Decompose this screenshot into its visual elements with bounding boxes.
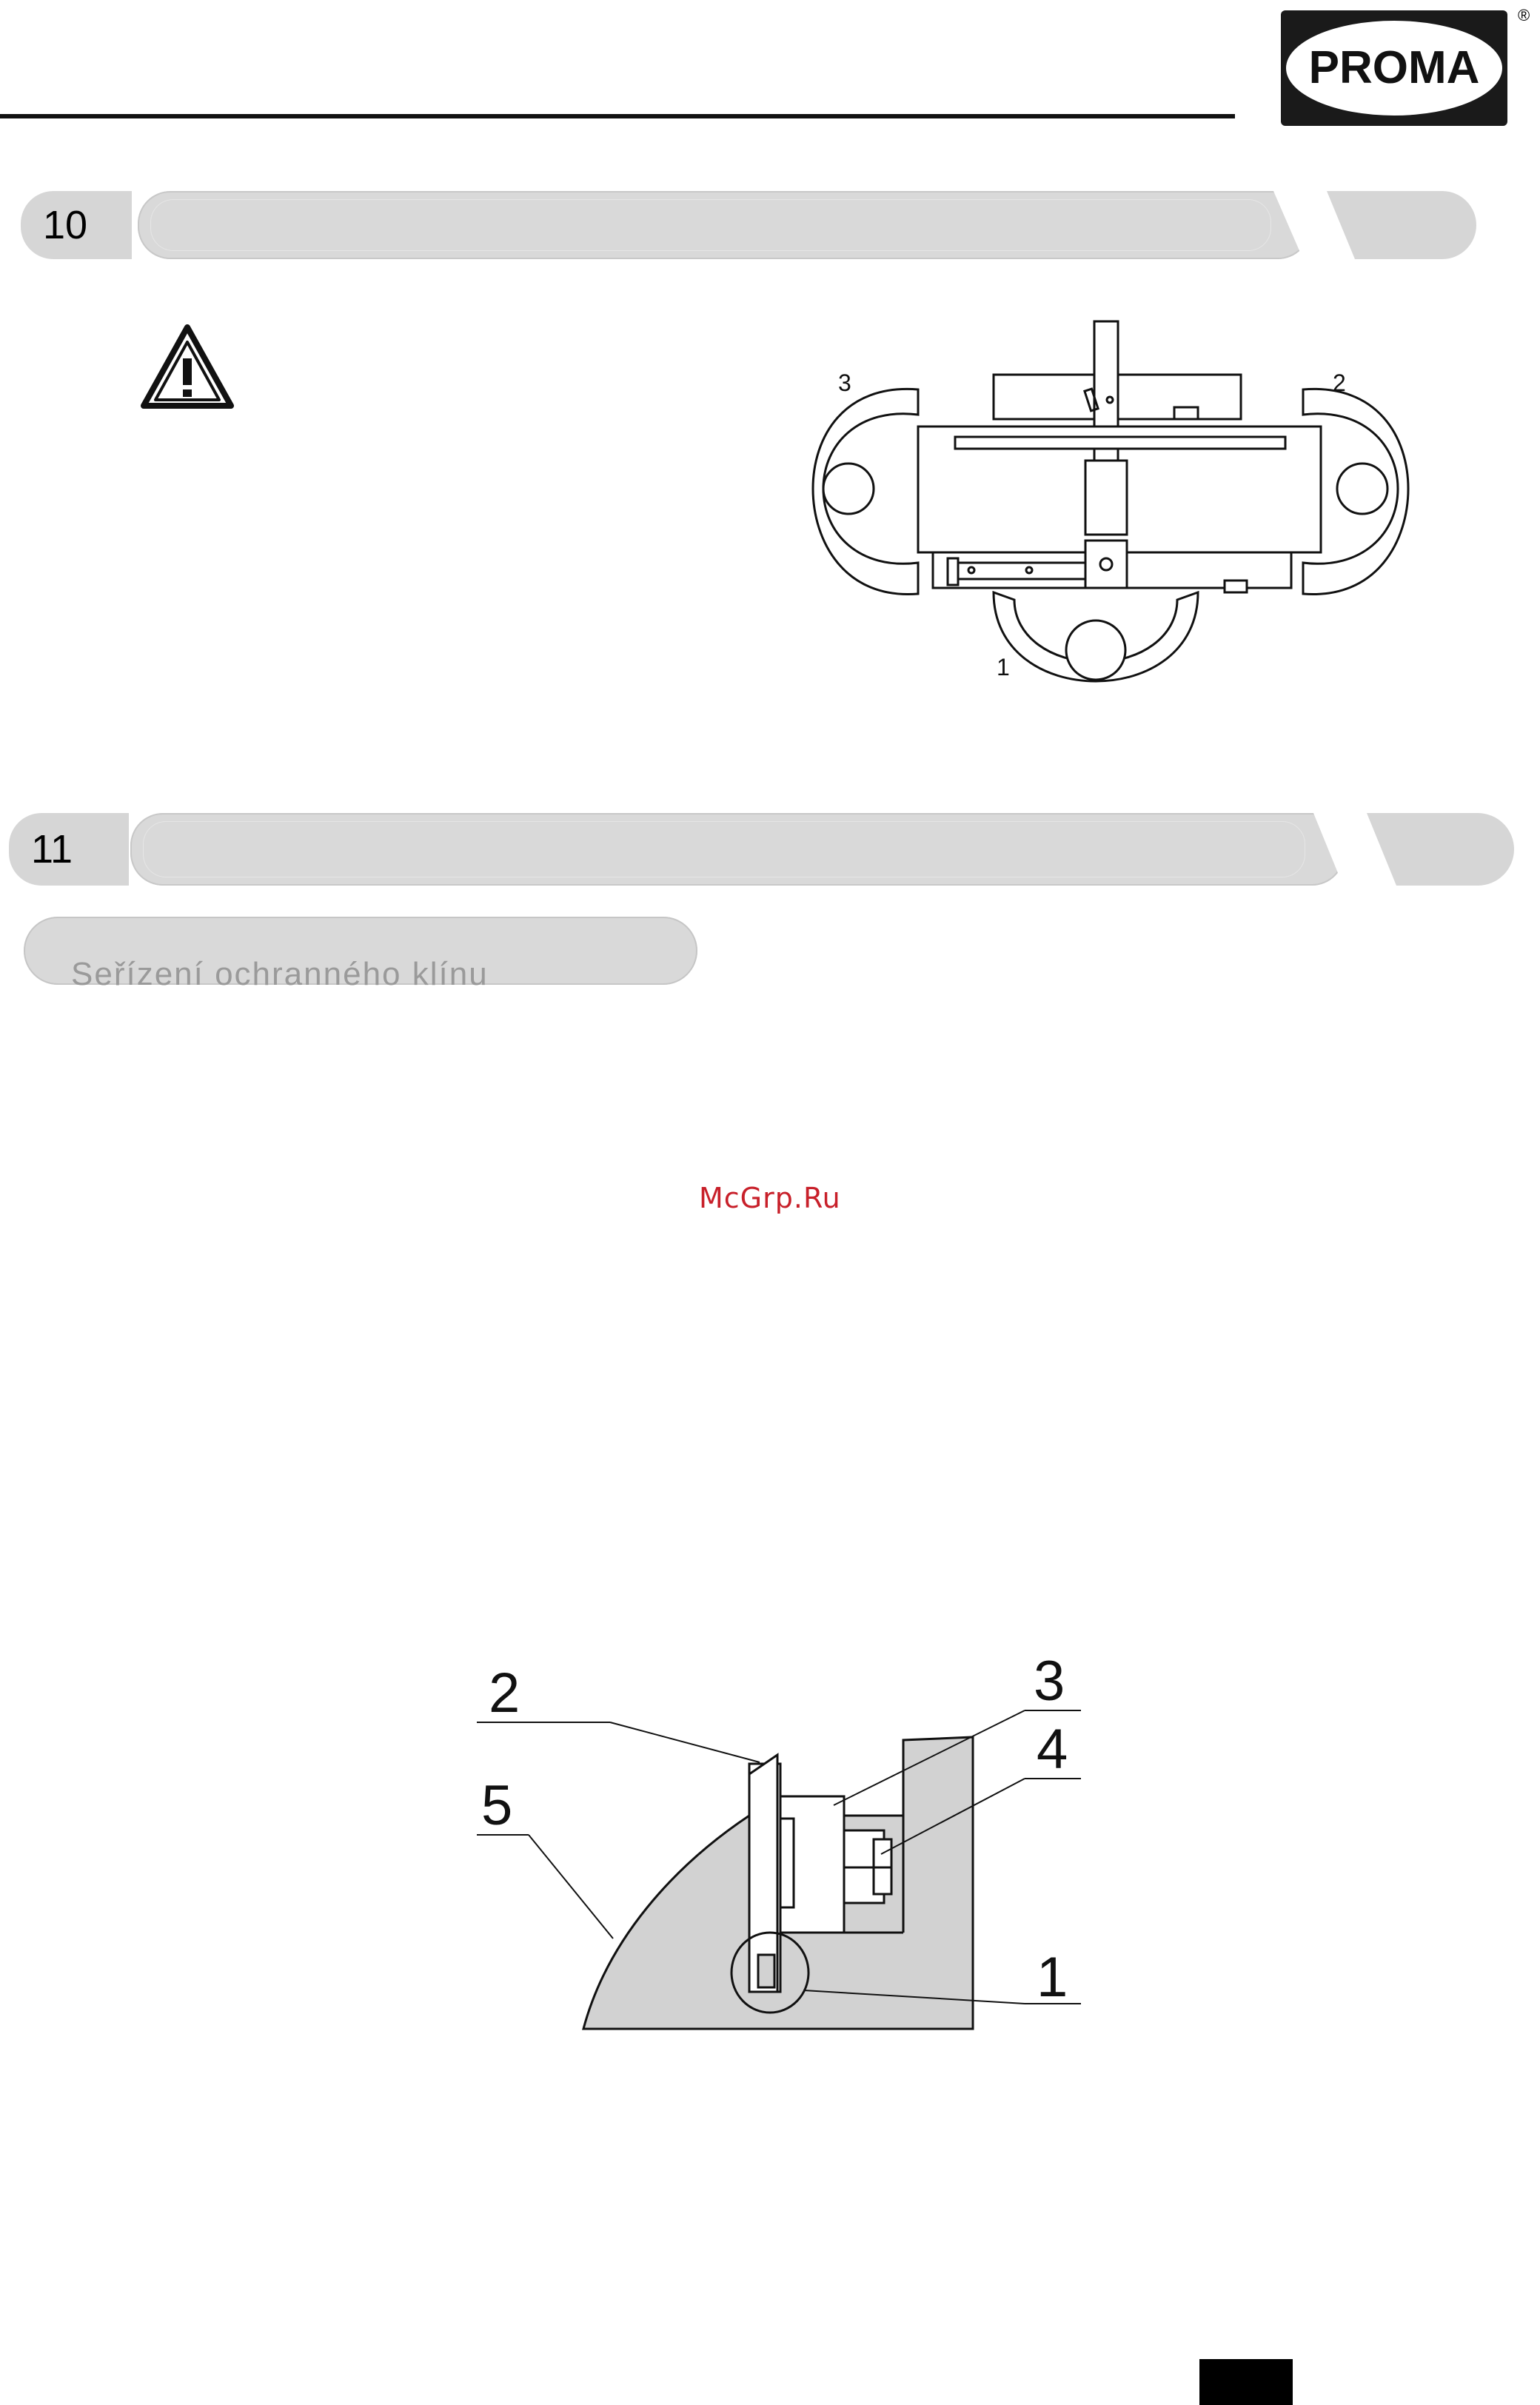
warning-triangle-icon [139, 323, 235, 412]
registered-mark: ® [1518, 6, 1530, 24]
section-11-tail [1313, 813, 1513, 886]
section-10-figure [800, 318, 1407, 703]
section-10-tail [1273, 191, 1473, 259]
figure-11-label-5: 5 [481, 1774, 513, 1837]
section-11-number-text: 11 [31, 827, 73, 872]
watermark: McGrp.Ru [699, 1182, 841, 1214]
figure-11-label-3: 3 [1034, 1650, 1065, 1713]
page-number-box [1199, 2359, 1293, 2405]
section-11-number [9, 813, 129, 886]
proma-logo [1279, 9, 1521, 129]
section-11-figure [459, 1644, 1096, 2044]
header-rule [0, 114, 1235, 118]
section-11-title-bar [130, 813, 1345, 886]
figure-11-label-1: 1 [1037, 1946, 1068, 2009]
figure-11-label-2: 2 [489, 1662, 520, 1725]
figure-10-label-1: 1 [997, 654, 1010, 680]
logo-text: PROMA [1308, 42, 1480, 93]
section-11-subheading: Seřízení ochranného klínu [71, 956, 489, 992]
section-10-number [21, 191, 132, 259]
figure-11-label-4: 4 [1037, 1718, 1068, 1781]
figure-10-label-2: 2 [1333, 369, 1346, 396]
section-10-number-text: 10 [43, 203, 88, 247]
figure-10-label-3: 3 [838, 369, 851, 396]
section-10-title-bar [138, 191, 1310, 259]
